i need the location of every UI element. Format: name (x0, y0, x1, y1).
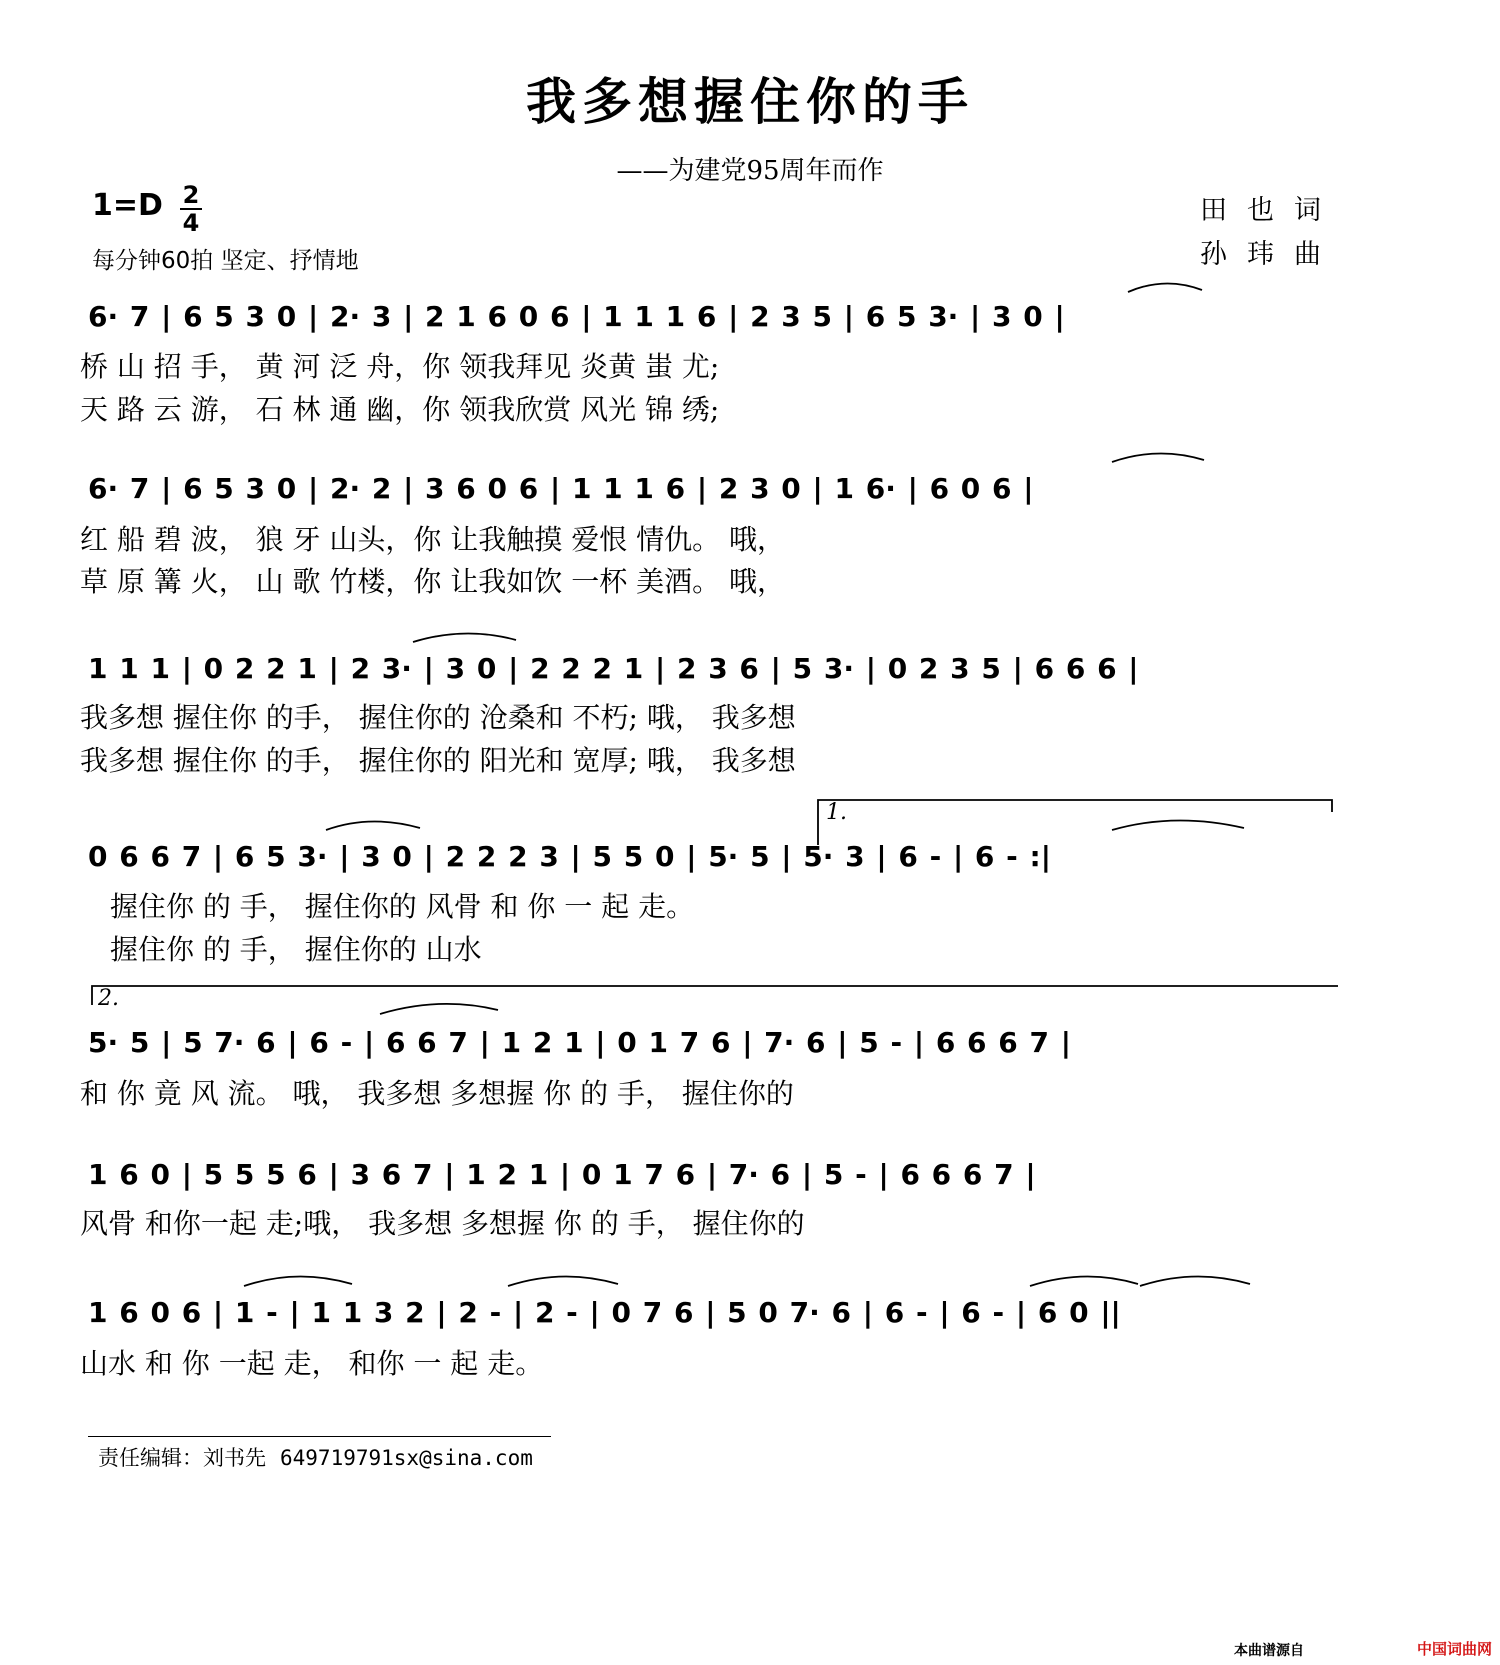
meter-top: 2 (182, 181, 200, 209)
time-signature (180, 182, 202, 236)
source-site-link[interactable]: 中国词曲网 (1416, 1640, 1492, 1658)
slur (244, 1276, 352, 1286)
notes-system-6: 1 6 0 | 5 5 5 6 | 3 6 7 | 1 2 1 | 0 1 7 6 | 7· 6 | 5 - | 6 6 6 7 | (88, 1158, 1036, 1191)
lyrics-s5-v1: 和 你 竟 风 流。 哦， 我多想 多想握 你 的 手， 握住你的 (80, 1077, 794, 1110)
lyricist-credit: 田也词 (1200, 195, 1341, 226)
notes-system-4: 0 6 6 7 | 6 5 3· | 3 0 | 2 2 2 3 | 5 5 0 | 5· 5 | 5· 3 | 6 - | 6 - :| (88, 840, 1051, 873)
lyrics-s1-v2: 天 路 云 游， 石 林 通 幽，你 领我欣赏 风光 锦 绣; (80, 393, 720, 426)
lyrics-s4-v1: 握住你 的 手， 握住你的 风骨 和 你 一 起 走。 (110, 890, 695, 923)
volta-2-bracket (92, 986, 1338, 1005)
meter-bottom: 4 (182, 209, 200, 237)
volta-2-label: 2. (98, 986, 119, 1011)
notes-system-7: 1 6 0 6 | 1 - | 1 1 3 2 | 2 - | 2 - | 0 7 6 | 5 0 7· 6 | 6 - | 6 - | 6 0 || (88, 1296, 1121, 1329)
footer-credit (98, 1442, 533, 1472)
slur (508, 1276, 618, 1286)
notes-system-1: 6· 7 | 6 5 3 0 | 2· 3 | 2 1 6 0 6 | 1 1 1 6 | 2 3 5 | 6 5 3· | 3 0 | (88, 300, 1065, 333)
footer-rule (88, 1436, 551, 1437)
source-label: 本曲谱源自 (1234, 1643, 1304, 1659)
lyrics-s1-v1: 桥 山 招 手， 黄 河 泛 舟，你 领我拜见 炎黄 蚩 尤; (80, 350, 720, 383)
slur (413, 633, 516, 642)
volta-1-bracket (818, 800, 1332, 845)
volta-1-label: 1. (826, 800, 847, 825)
notes-system-3: 1 1 1 | 0 2 2 1 | 2 3· | 3 0 | 2 2 2 1 | 2 3 6 | 5 3· | 0 2 3 5 | 6 6 6 | (88, 652, 1139, 685)
tempo-marking: 每分钟60拍 坚定、抒情地 (92, 248, 359, 274)
lyrics-s6-v1: 风骨 和你一起 走;哦， 我多想 多想握 你 的 手， 握住你的 (80, 1207, 805, 1240)
lyrics-s7-v1: 山水 和 你 一起 走， 和你 一 起 走。 (80, 1347, 544, 1380)
notes-system-2: 6· 7 | 6 5 3 0 | 2· 2 | 3 6 0 6 | 1 1 1 6 | 2 3 0 | 1 6· | 6 0 6 | (88, 472, 1034, 505)
editor-email: 649719791sx@sina.com (280, 1446, 533, 1470)
song-title: 我多想握住你的手 (526, 72, 974, 131)
lyrics-s4-v2: 握住你 的 手， 握住你的 山水 (110, 933, 482, 966)
editor-credit: 责任编辑：刘书先 (98, 1446, 266, 1470)
slur (326, 821, 420, 830)
slur (1030, 1276, 1138, 1286)
key-signature: 1=D (92, 188, 163, 223)
composer-credit: 孙玮曲 (1200, 239, 1341, 270)
song-subtitle: ——为建党95周年而作 (616, 156, 884, 186)
slur (380, 1004, 498, 1014)
notes-system-5: 5· 5 | 5 7· 6 | 6 - | 6 6 7 | 1 2 1 | 0 1 7 6 | 7· 6 | 5 - | 6 6 6 7 | (88, 1026, 1071, 1059)
slur (1112, 453, 1204, 462)
lyrics-s3-v2: 我多想 握住你 的手， 握住你的 阳光和 宽厚; 哦， 我多想 (80, 744, 796, 777)
lyrics-s2-v2: 草 原 篝 火， 山 歌 竹楼，你 让我如饮 一杯 美酒。 哦， (80, 565, 786, 598)
slur (1112, 820, 1244, 830)
lyrics-s2-v1: 红 船 碧 波， 狼 牙 山头，你 让我触摸 爱恨 情仇。 哦， (80, 523, 786, 556)
slur (1128, 283, 1202, 292)
slur (1140, 1276, 1250, 1286)
lyrics-s3-v1: 我多想 握住你 的手， 握住你的 沧桑和 不朽; 哦， 我多想 (80, 701, 796, 734)
